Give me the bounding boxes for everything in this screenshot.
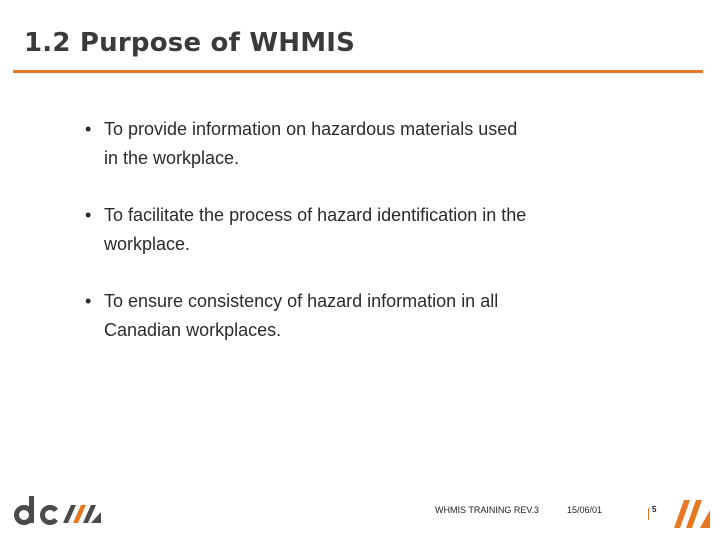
bullet-icon: • [85,205,92,225]
bullet-line: Canadian workplaces. [104,320,282,340]
bullet-item [80,115,640,173]
bullet-line: To provide information on hazardous materials used [104,119,518,139]
footer-divider [648,508,649,520]
bullet-line: To ensure consistency of hazard information in all [104,291,499,311]
bullet-line: in the workplace. [104,148,240,168]
bullet-line: To facilitate the process of hazard identification in the [104,205,527,225]
page-number: 5 [652,505,657,514]
slide-title: 1.2 Purpose of WHMIS [24,28,356,58]
bullet-icon: • [85,291,92,311]
footer-course-label: WHMIS TRAINING REV.3 [435,505,540,515]
bullet-list [80,115,640,345]
title-underline [13,70,703,73]
bullet-line: workplace. [104,234,191,254]
footer-date: 15/06/01 [567,505,603,515]
dcm-logo [13,492,105,528]
bullet-item [80,201,640,259]
brand-stripes-icon [670,496,710,528]
bullet-item [80,287,640,345]
bullet-icon: • [85,119,92,139]
